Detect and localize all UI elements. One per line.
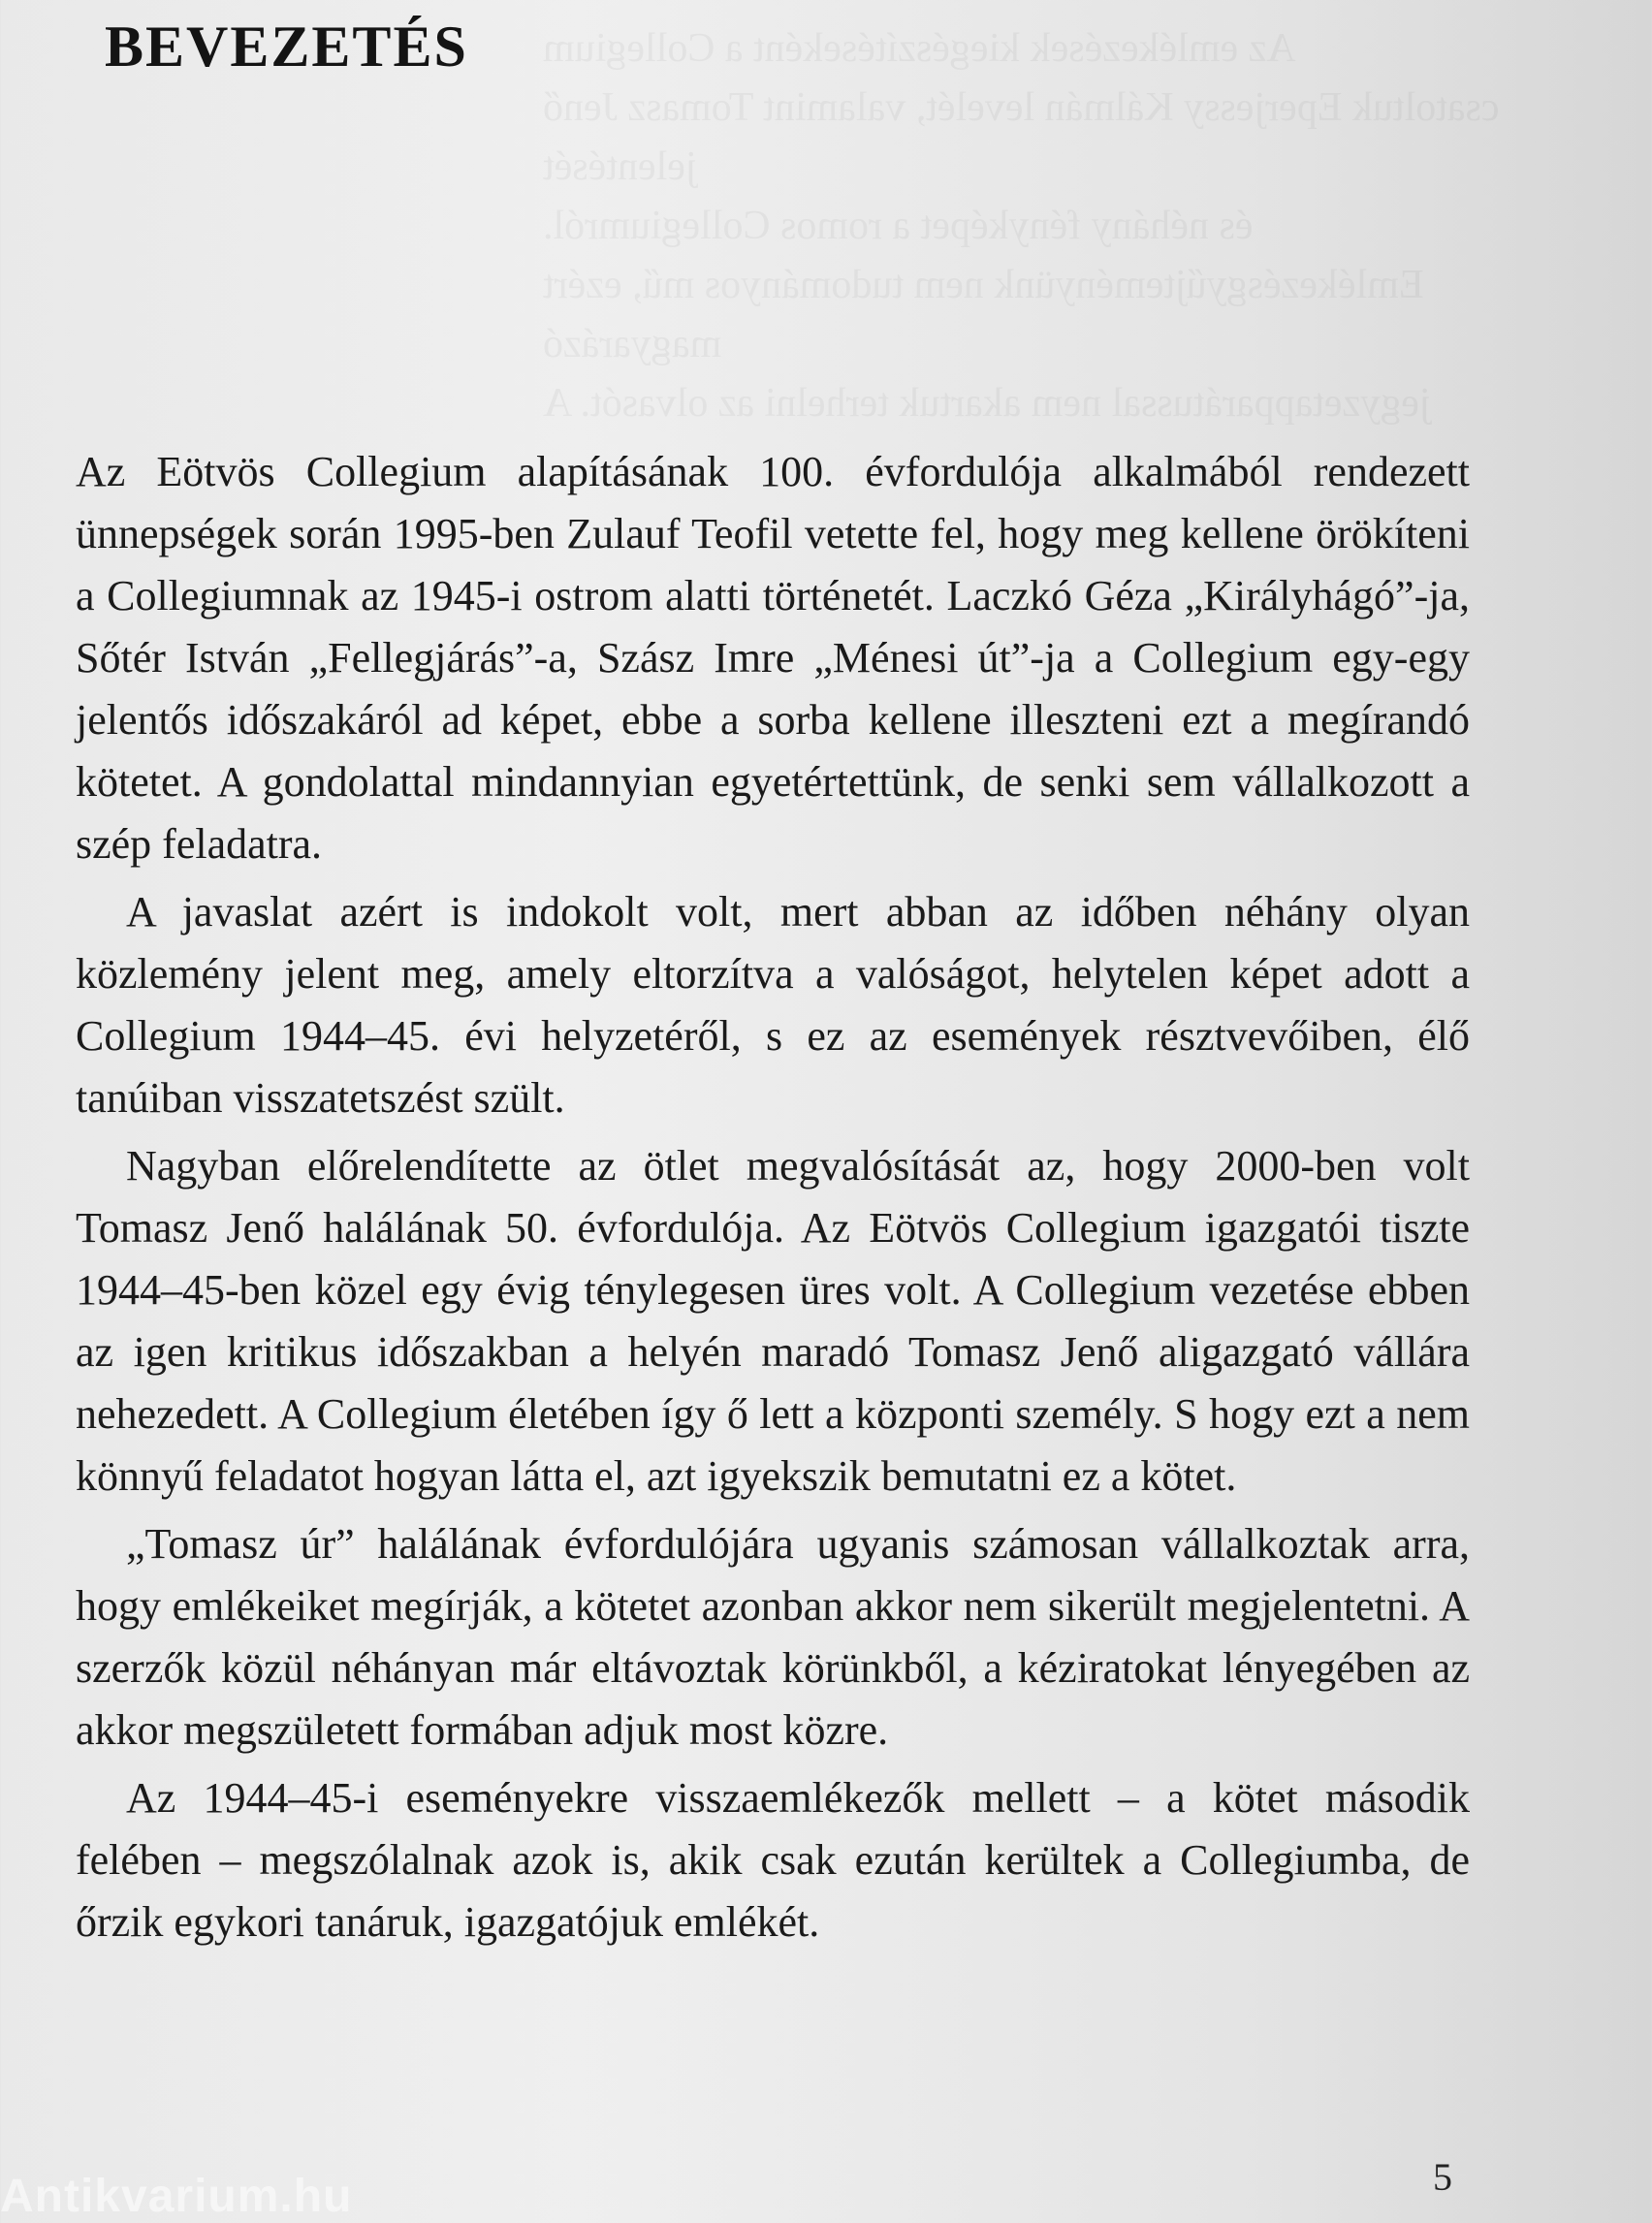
- body-text: [76, 441, 1470, 1959]
- paragraph-2: A javaslat azért is indokolt volt, mert abban az időben néhány olyan közlemény jelent meg, amely eltorzítva a valóságot, helytelen képet adott a Collegium 1944–45. évi helyzetéről, s ez az események résztvevőiben, élő tanúiban visszatetszést szült.: [76, 888, 1470, 1122]
- paragraph-1: Az Eötvös Collegium alapításának 100. évfordulója alkalmából rendezett ünnepségek során 1995-ben Zulauf Teofil vetette fel, hogy meg kellene örökíteni a Collegiumnak az 1945-i ostrom alatti történetét. Laczkó Géza „Királyhágó”-ja, Sőtér István „Fellegjárás”-a, Szász Imre „Ménesi út”-ja a Collegium egy-egy jelentős időszakáról ad képet, ebbe a sorba kellene illeszteni ezt a megírandó kötetet. A gondolattal mindannyian egyetértettünk, de senki sem vállalkozott a szép feladatra.: [76, 448, 1470, 868]
- paragraph-4: „Tomasz úr” halálának évfordulójára ugyanis számosan vállalkoztak arra, hogy emlékeiket megírják, a kötetet azonban akkor nem sikerült megjelentetni. A szerzők közül néhányan már eltávoztak körünkből, a kéziratokat lényegében az akkor megszületett formában adjuk most közre.: [76, 1520, 1470, 1754]
- bleed-through-text: Az emlékezések kiegészítéseként a Collegium csatoltuk Eperjessy Kálmán levelét, valamint Tomasz Jenő jelentését és néhány fényképet a romos Collegiumról. Emlékezésgyűjteményünk nem tudományos mű, ezért magyarázó jegyzetapparátussal nem akartuk terhelni az olvasót. A: [543, 26, 1500, 426]
- paragraph-5: Az 1944–45-i eseményekre visszaemlékezők mellett – a kötet második felében – megszólalnak azok is, akik csak ezután kerültek a Collegiumba, de őrzik egykori tanáruk, igazgatójuk emlékét.: [76, 1774, 1470, 1946]
- page-heading: BEVEZETÉS: [105, 15, 468, 79]
- watermark: Antikvarium.hu: [0, 2171, 353, 2222]
- paragraph-3: Nagyban előrelendítette az ötlet megvalósítását az, hogy 2000-ben volt Tomasz Jenő halálának 50. évfordulója. Az Eötvös Collegium igazgatói tiszte 1944–45-ben közel egy évig ténylegesen üres volt. A Collegium vezetése ebben az igen kritikus időszakban a helyén maradó Tomasz Jenő aligazgató vállára nehezedett. A Collegium életében így ő lett a központi személy. S hogy ezt a nem könnyű feladatot hogyan látta el, azt igyekszik bemutatni ez a kötet.: [76, 1142, 1470, 1500]
- page-number: 5: [1433, 2155, 1452, 2199]
